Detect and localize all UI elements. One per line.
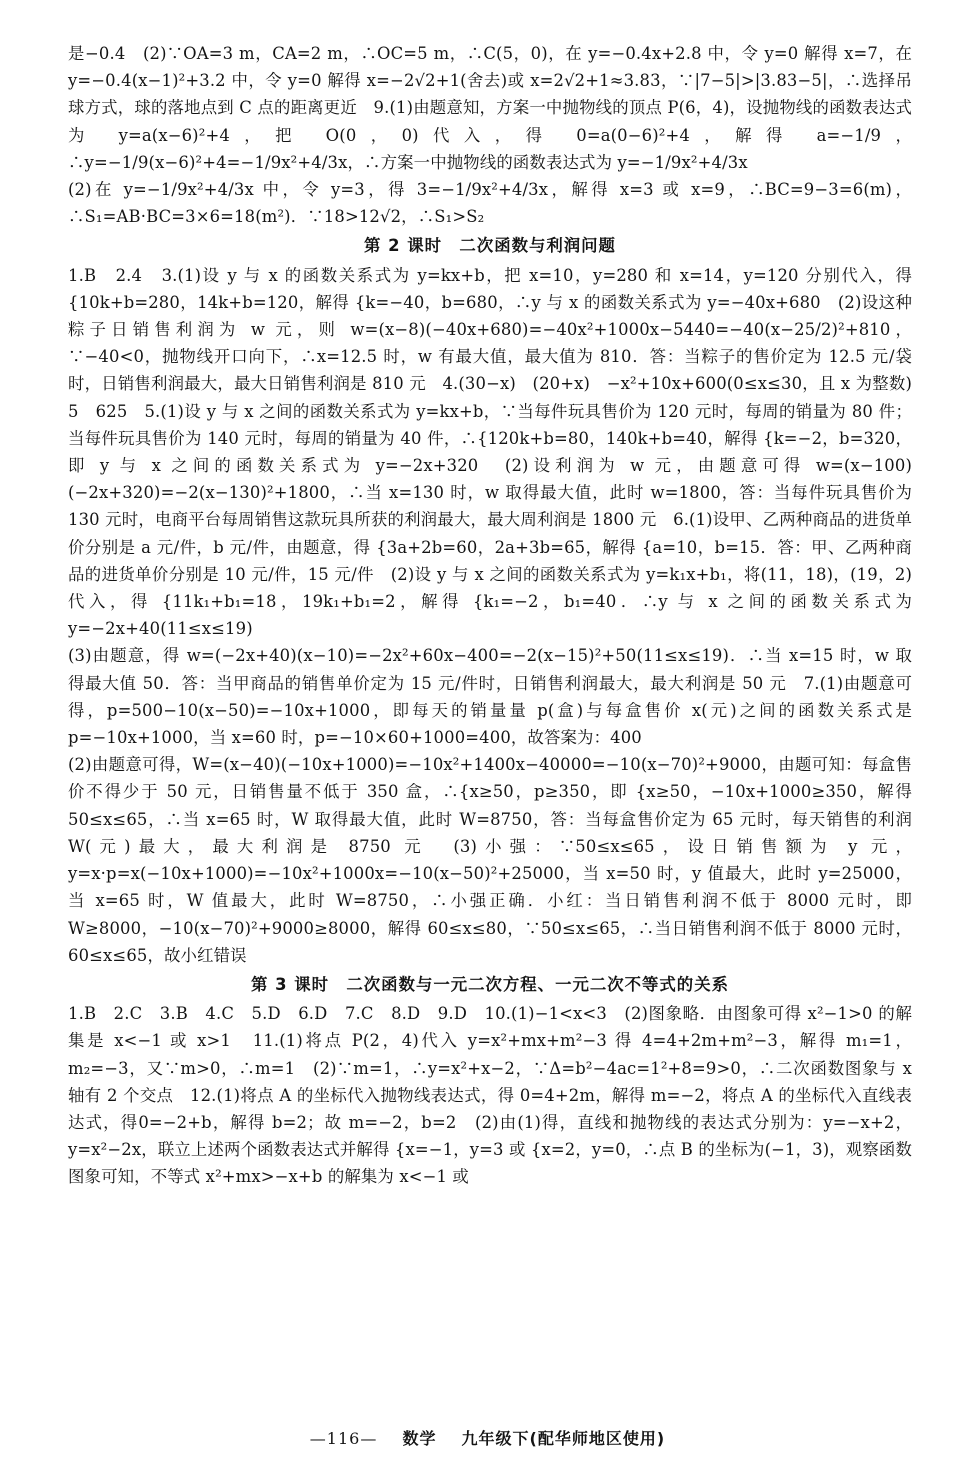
section-2-paragraph-1: 1.B 2.4 3.(1)设 y 与 x 的函数关系式为 y=kx+b，把 x=10，y=280 和 x=14，y=120 分别代入，得 {10k+b=280，14k+b=120，解得 {k=−40，b=680，∴y 与 x 的函数关系式为 y=−40x+680 (2)设这种粽子日销售利润为 w 元，则 w=(x−8)(−40x+680)=−40x²+1000x−5440=−40(x−25/2)²+810，∵−40<0，抛物线开口向下，∴x=12.5 时，w 有最大值，最大值为 810．答：当粽子的售价定为 12.5 元/袋时，日销售利润最大，最大日销售利润是 810 元 4.(30−x) (20+x) −x²+10x+600(0≤x≤30，且 x 为整数) 5 625 5.(1)设 y 与 x 之间的函数关系式为 y=kx+b，∵当每件玩具售价为 120 元时，每周的销量为 80 件；当每件玩具售价为 140 元时，每周的销量为 40 件，∴{120k+b=80，140k+b=40，解得 {k=−2，b=320，即 y 与 x 之间的函数关系式为 y=−2x+320 (2)设利润为 w 元，由题意可得 w=(x−100)(−2x+320)=−2(x−130)²+1800，∴当 x=130 时，w 取得最大值，此时 w=1800，答：当每件玩具售价为 130 元时，电商平台每周销售这款玩具所获的利润最大，最大周利润是 1800 元 6.(1)设甲、乙两种商品的进货单价分别是 a 元/件，b 元/件，由题意，得 {3a+2b=60，2a+3b=65，解得 {a=10，b=15．答：甲、乙两种商品的进货单价分别是 10 元/件，15 元/件 (2)设 y 与 x 之间的函数关系式为 y=k₁x+b₁，将(11，18)，(19，2)代入，得 {11k₁+b₁=18，19k₁+b₁=2，解得 {k₁=−2，b₁=40．∴y 与 x 之间的函数关系式为 y=−2x+40(11≤x≤19): [68, 265, 929, 639]
section-2-title: 第 2 课时 二次函数与利润问题: [364, 236, 616, 256]
section-2-paragraph-2: (3)由题意，得 w=(−2x+40)(x−10)=−2x²+60x−400=−2(x−15)²+50(11≤x≤19)．∴当 x=15 时，w 取得最大值 50．答：当甲商品的销售单价定为 15 元/件时，日销售利润最大，最大利润是 50 元 7.(1)由题意可得，p=500−10(x−50)=−10x+1000，即每天的销量量 p(盒)与每盒售价 x(元)之间的函数关系式是 p=−10x+1000，当 x=60 时，p=−10×60+1000=400，故答案为：400: [68, 646, 912, 748]
section-3-title: 第 3 课时 二次函数与一元二次方程、一元二次不等式的关系: [251, 974, 729, 994]
answer-page: [68, 40, 929, 1420]
grade-edition-label: 九年级下(配华师地区使用): [461, 1429, 666, 1448]
intro-paragraph-1: 是−0.4 (2)∵OA=3 m，CA=2 m，∴OC=5 m，∴C(5，0)，在 y=−0.4x+2.8 中，令 y=0 解得 x=7，在 y=−0.4(x−1)²+3.2 中，令 y=0 解得 x=−2√2+1(舍去)或 x=2√2+1≈3.83，∵|7−5|>|3.83−5|，∴选择吊球方式，球的落地点到 C 点的距离更近 9.(1)由题意知，方案一中抛物线的顶点 P(6，4)，设抛物线的函数表达式为 y=a(x−6)²+4，把 O(0，0)代入，得 0=a(0−6)²+4，解得 a=−1/9，∴y=−1/9(x−6)²+4=−1/9x²+4/3x，∴方案一中抛物线的函数表达式为 y=−1/9x²+4/3x: [68, 44, 912, 172]
page-number: —116—: [309, 1429, 378, 1448]
intro-paragraph-2: (2)在 y=−1/9x²+4/3x 中，令 y=3，得 3=−1/9x²+4/3x，解得 x=3 或 x=9，∴BC=9−3=6(m)，∴S₁=AB·BC=3×6=18(m²)．∵18>12√2，∴S₁>S₂: [68, 180, 912, 227]
section-2-paragraph-3: (2)由题意可得，W=(x−40)(−10x+1000)=−10x²+1400x−40000=−10(x−70)²+9000，由题可知：每盒售价不得少于 50 元，日销售量不低于 350 盒，∴{x≥50，p≥350，即 {x≥50，−10x+1000≥350，解得 50≤x≤65，∴当 x=65 时，W 取得最大值，此时 W=8750，答：当每盒售价定为 65 元时，每天销售的利润 W(元)最大，最大利润是 8750 元 (3)小强：∵50≤x≤65，设日销售额为 y 元，y=x·p=x(−10x+1000)=−10x²+1000x=−10(x−50)²+25000，当 x=50 时，y 值最大，此时 y=25000，当 x=65 时，W 值最大，此时 W=8750，∴小强正确．小红：当日销售利润不低于 8000 元时，即 W≥8000，−10(x−70)²+9000≥8000，解得 60≤x≤80，∵50≤x≤65，∴当日销售利润不低于 8000 元时，60≤x≤65，故小红错误: [68, 755, 912, 965]
page-footer: [0, 1428, 975, 1450]
section-3-paragraph-1: 1.B 2.C 3.B 4.C 5.D 6.D 7.C 8.D 9.D 10.(1)−1<x<3 (2)图象略．由图象可得 x²−1>0 的解集是 x<−1 或 x>1 11.(1)将点 P(2，4)代入 y=x²+mx+m²−3 得 4=4+2m+m²−3，解得 m₁=1，m₂=−3，又∵m>0，∴m=1 (2)∵m=1，∴y=x²+x−2，∵Δ=b²−4ac=1²+8=9>0，∴二次函数图象与 x 轴有 2 个交点 12.(1)将点 A 的坐标代入抛物线表达式，得 0=4+2m，解得 m=−2，将点 A 的坐标代入直线表达式，得0=−2+b，解得 b=2；故 m=−2，b=2 (2)由(1)得，直线和抛物线的表达式分别为：y=−x+2，y=x²−2x，联立上述两个函数表达式并解得 {x=−1，y=3 或 {x=2，y=0，∴点 B 的坐标为(−1，3)，观察函数图象可知，不等式 x²+mx>−x+b 的解集为 x<−1 或: [68, 1004, 912, 1187]
subject-label: 数学: [402, 1429, 437, 1448]
